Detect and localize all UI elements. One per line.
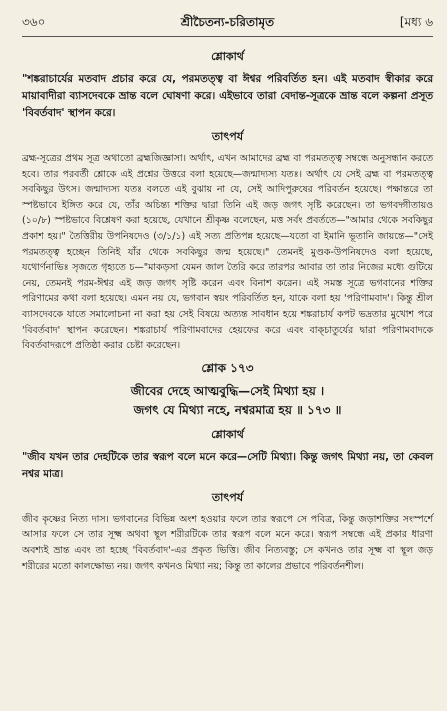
translation-text-2: "জীব যখন তার দেহটিকে তার স্বরূপ বলে মনে করে—সেটি মিথ্যা। কিন্তু জগৎ মিথ্যা নয়, তা কেবল নশ্বর মাত্র।	[22, 450, 433, 480]
verse-line-2: জগৎ যে মিথ্যা নহে, নশ্বরমাত্র হয় ॥ ১৭৩ ॥	[133, 402, 342, 417]
page-content	[22, 42, 433, 574]
translation-text: "শঙ্করাচার্যের মতবাদ প্রচার করে যে, পরমতত্ত্ব বা ঈশ্বর পরিবর্তিত হন। এই মতবাদ স্বীকার করে মায়াবাদীরা ব্যাসদেবকে ভ্রান্ত বলে ঘোষণা করে। এইভাবে তারা বেদান্ত-সূত্রকে ভ্রান্ত বলে কল্পনা প্রসূত 'বিবর্তবাদ' স্থাপন করে।	[22, 73, 433, 119]
purport-heading-2: তাৎপর্য	[211, 490, 244, 504]
translation-heading-2: শ্লোকার্থ	[211, 427, 244, 441]
purport-text: ব্রহ্ম-সূত্রের প্রথম সূত্র অথাতো ব্রহ্মজিজ্ঞাসা। অর্থাৎ, এখন আমাদের ব্রহ্ম বা পরমতত্ত্ব সম্বন্ধে অনুসন্ধান করতে হবে। তার পরবর্তী শ্লোকে এই প্রশ্নের উত্তরে বলা হয়েছে—জন্মাদ্যস্য যতঃ। অর্থাৎ যে সেই ব্রহ্ম বা পরমতত্ত্ব সবকিছুর উৎস। জন্মাদ্যস্য যতঃ বলতে এই বুঝায় না যে, সেই আদিপুরুষের পরিবর্তন হয়েছে। পক্ষান্তরে তা স্পষ্টভাবে ইঙ্গিত করে যে, তাঁর অচিন্ত্য শক্তির দ্বারা তিনি এই জড় জগৎ সৃষ্টি করেছেন। তা ভগবদ্গীতায়ও (১০/৮) স্পষ্টভাবে বিশ্লেষণ করা হয়েছে, যেখানে শ্রীকৃষ্ণ বলেছেন, মত্ত সর্বং প্রবর্ততে—"আমার থেকে সবকিছুর প্রকাশ হয়।" তৈত্তিরীয় উপনিষদেও (৩/১/১) এই সত্য প্রতিপন্ন হয়েছে—যতো বা ইমানি ভূতানি জায়ন্তে—"সেই পরমতত্ত্ব হচ্ছেন তিনিই যাঁর থেকে সবকিছুর জন্ম হয়েছে।" তেমনই মুণ্ডক-উপনিষদেও বলা হয়েছে, যথোর্ণনাভিঃ সৃজতে গৃহ্যতে চ—"মাকড়সা যেমন জাল তৈরি করে তারপর আবার তা তার নিজের মধ্যে গুটিয়ে নেয়, তেমনই পরম-ঈশ্বর এই জড় জগৎ সৃষ্টি করেন এবং বিনাশ করেন। এই সমস্ত সূত্রে ভগবানের শক্তির পরিণামের কথা বলা হয়েছে। এমন নয় যে, ভগবান স্বয়ং পরিবর্তিত হন, যাকে বলা হয় 'পরিণামবাদ'। কিন্তু শ্রীল ব্যাসদেবকে যাতে সমালোচনা না করা হয় সেই বিষয়ে অত্যন্ত সাবধান হয়ে শঙ্করাচার্য কপট ভদ্রতার মুখোশ পরে 'বিবর্তবাদ' স্থাপন করেছেন। শঙ্করাচার্য পরিণামবাদের হেয়ফের করে এবং বাক্চাতুর্যের দ্বারা পরিণামবাদকে বিবর্তবাদরূপে প্রতিষ্ঠা করার চেষ্টা করেছেন।	[22, 153, 433, 352]
verse-text	[22, 382, 433, 420]
page-header	[22, 14, 433, 34]
verse-line-1: জীবের দেহে আত্মবুদ্ধি—সেই মিথ্যা হয় ।	[130, 383, 325, 398]
page-number: ৩৬০	[22, 15, 46, 29]
translation-heading: শ্লোকার্থ	[211, 50, 244, 63]
purport-text-2: জীব কৃষ্ণের নিত্য দাস। ভগবানের বিভিন্ন অংশ হওয়ার ফলে তার স্বরূপে সে পবিত্র, কিন্তু জড়াশক্তির সংস্পর্শে আসার ফলে সে তার সূক্ষ্ম অথবা স্থূল শরীরটিকে তার স্বরূপ বলে মনে করে। স্বরূপ সম্বন্ধে এই প্রকার ধারণা অবশ্যই ভ্রান্ত এবং তা হচ্ছে 'বিবর্তবাদ'-এর প্রকৃত ভিত্তি। জীব নিত্যবস্তু; সে কখনও তার সূক্ষ্ম বা স্থূল জড় শরীরের মতো কালক্ষোভ্য নয়। জগৎ কখনও মিথ্যা নয়; কিন্তু তা কালের প্রভাবে পরিবর্তনশীল।	[22, 513, 433, 572]
book-title: শ্রীচৈতন্য-চরিতামৃত	[180, 15, 275, 29]
purport-heading: তাৎপর্য	[211, 130, 244, 143]
verse-label: শ্লোক ১৭৩	[201, 360, 254, 375]
section-label: [মধ্য ৬	[399, 15, 433, 29]
header-rule	[22, 36, 433, 37]
